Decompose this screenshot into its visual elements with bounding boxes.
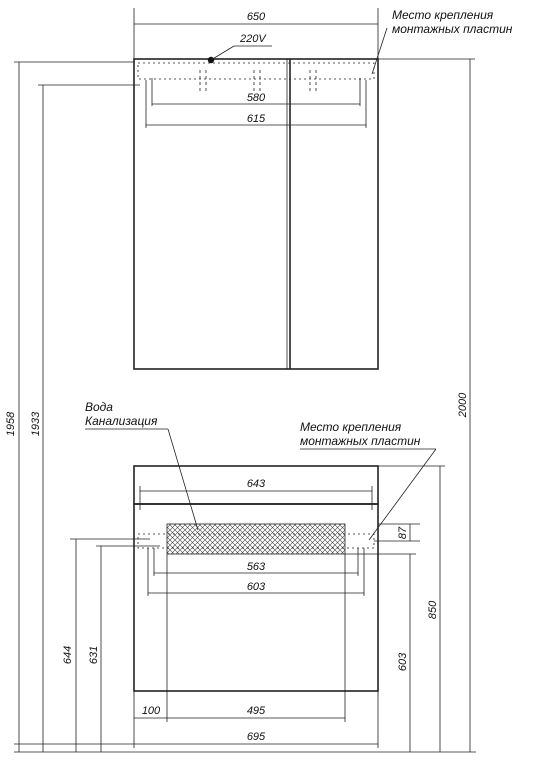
dim-1933-label: 1933 [30,411,42,437]
utilities-line1: Вода [85,400,113,414]
dim-1958-label: 1958 [5,411,17,437]
utilities-note [85,400,198,530]
dim-100-label: 100 [141,705,161,717]
dim-644-label: 644 [62,645,74,665]
vanity-unit [134,466,378,691]
vanity-mount-note-line1: Место крепления [300,420,402,434]
dim-87-label: 87 [397,526,409,540]
dim-580-label: 580 [246,92,266,104]
cabinet-mount-note-line2: монтажных пластин [392,22,513,36]
dim-height-603 [345,554,416,752]
dim-height-2000 [378,59,475,752]
dim-695-label: 695 [246,731,266,743]
utilities-line2: Канализация [85,414,158,428]
cabinet-mount-note [372,8,513,74]
vanity-mount-note [300,420,436,540]
cabinet-mount-note-line1: Место крепления [392,8,494,22]
dim-2000-label: 2000 [457,392,469,418]
plumbing-zone [167,524,345,554]
dim-563-label: 563 [246,561,266,573]
dim-height-631 [88,546,160,752]
dim-650-label: 650 [246,11,266,23]
dim-603w-label: 603 [246,581,266,593]
dim-631-label: 631 [88,645,100,665]
cabinet-body [134,59,378,369]
dim-height-644 [62,539,150,752]
voltage-callout [211,33,272,60]
dim-603h-label: 603 [397,652,409,672]
dim-cabinet-580 [152,78,360,106]
dim-615-label: 615 [246,113,266,125]
dim-vanity-643 [140,478,372,504]
dim-vanity-695 [134,691,378,748]
dim-vanity-pipes [134,554,345,722]
dim-495-label: 495 [246,705,266,717]
dim-vanity-87 [374,524,420,541]
dim-643-label: 643 [246,478,266,490]
dim-850-label: 850 [427,600,439,620]
vanity-mount-note-line2: монтажных пластин [300,434,421,448]
dim-height-850 [378,466,445,752]
voltage-label: 220V [240,33,266,45]
